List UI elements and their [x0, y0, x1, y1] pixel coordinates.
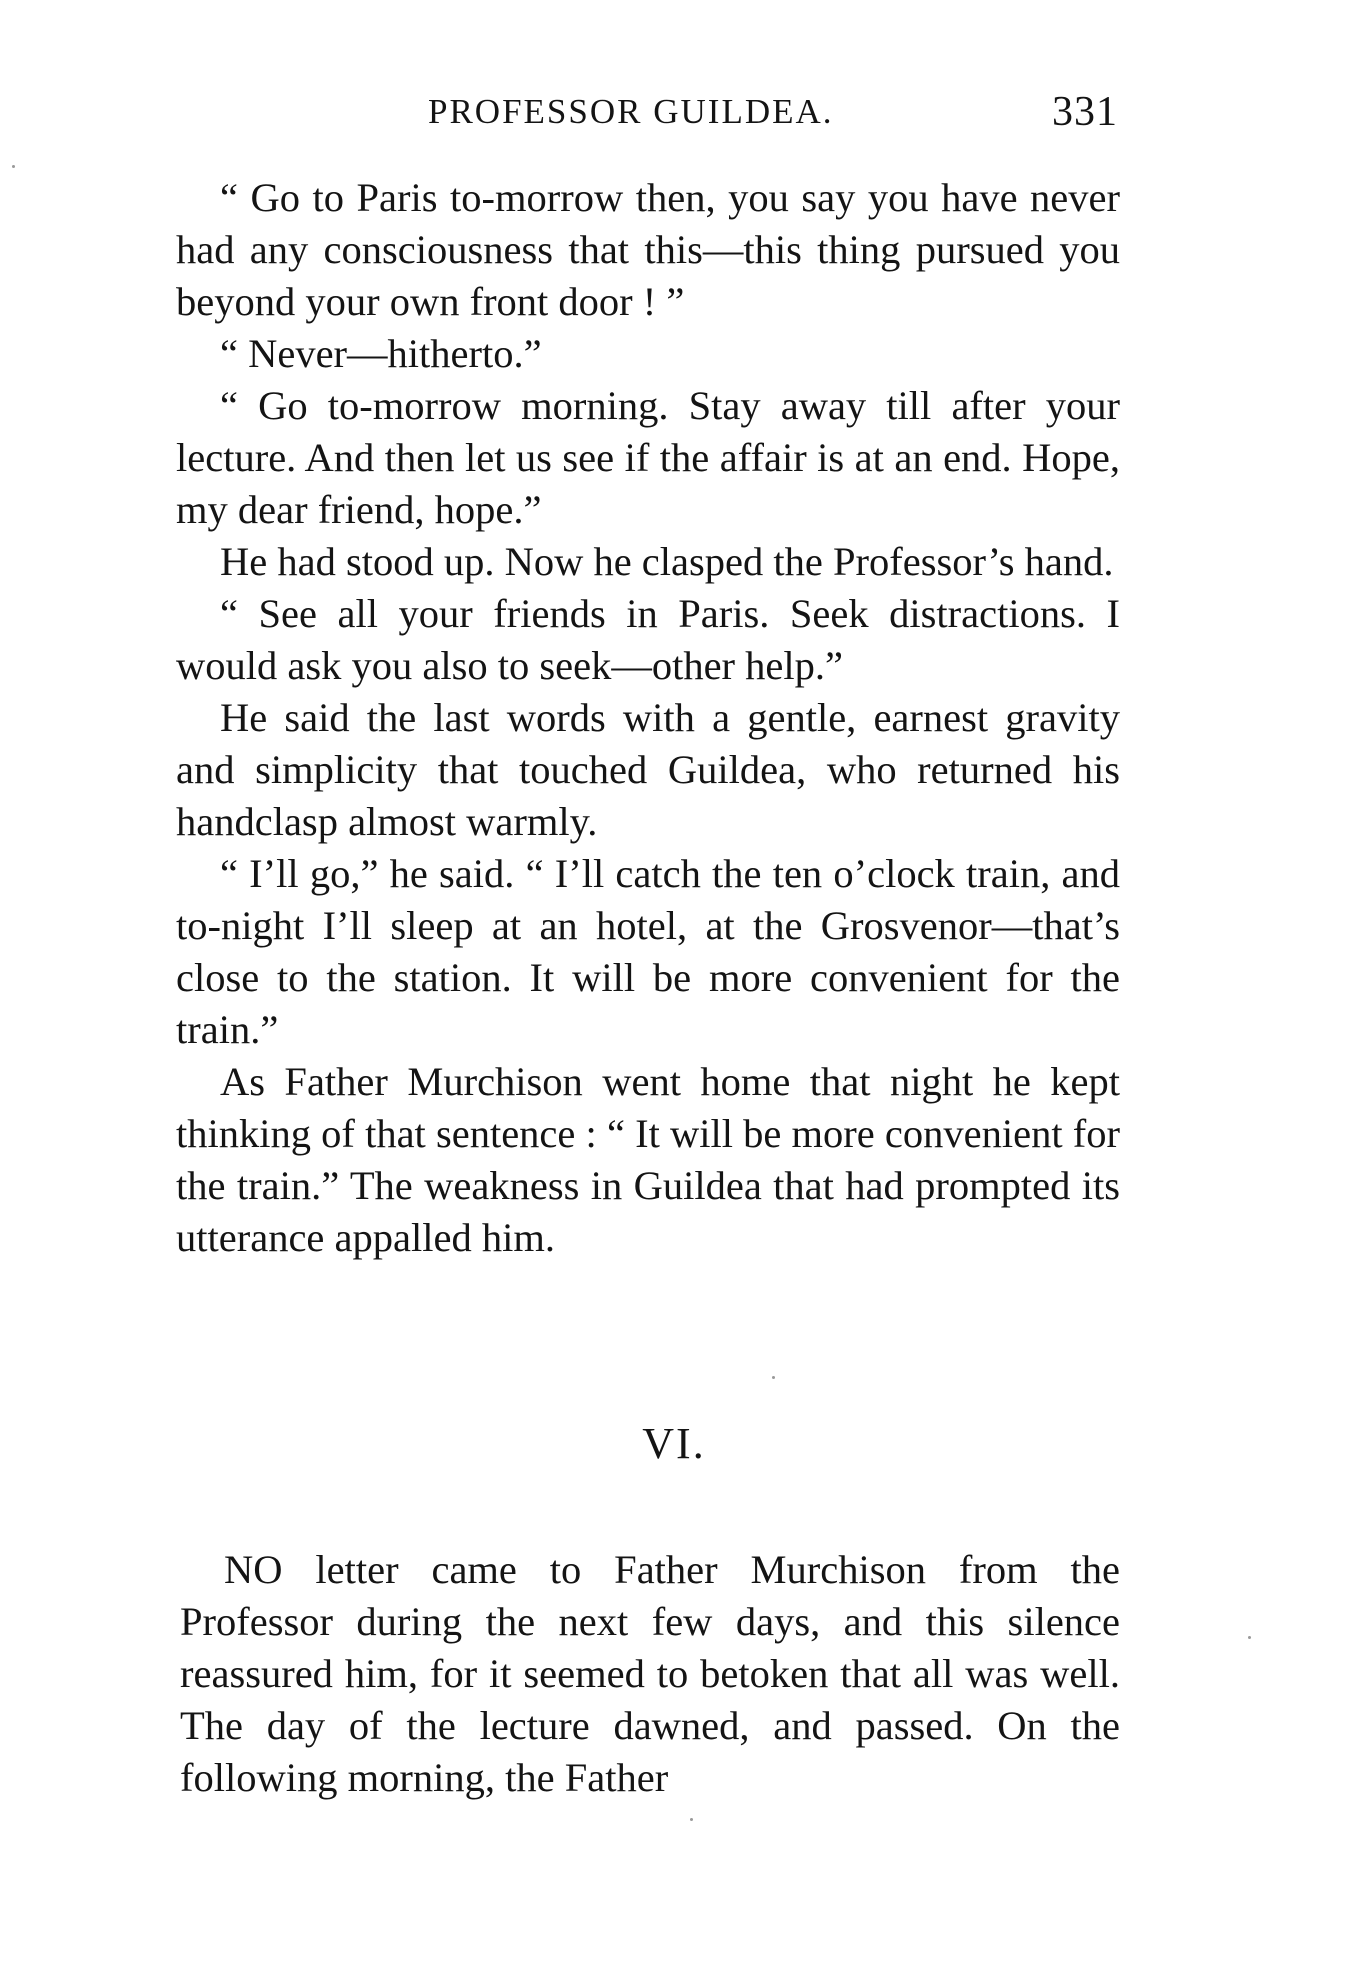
body-text — [176, 172, 1120, 1264]
paper-speck — [1248, 1636, 1251, 1639]
paragraph: He said the last words with a gentle, earnest gravity and simplicity that touched Guildea, who returned his handclasp almost warmly. — [176, 695, 1120, 844]
page-number: 331 — [1052, 89, 1118, 135]
paragraph: “ Go to Paris to-morrow then, you say you have never had any consciousness that this—this thing pursued you beyond your own front door ! ” — [176, 175, 1120, 324]
paper-speck — [772, 1376, 775, 1379]
running-head — [178, 89, 1118, 142]
paragraph: As Father Murchison went home that night he kept thinking of that sentence : “ It will be more convenient for the train.” The weakness in Guildea that had prompted its utterance appalled him. — [176, 1059, 1120, 1260]
paragraph: “ See all your friends in Paris. Seek distractions. I would ask you also to seek—other help.” — [176, 591, 1120, 688]
paper-speck — [690, 1818, 693, 1821]
paragraph: “ Never—hitherto.” — [220, 331, 542, 376]
paragraph: “ Go to-morrow morning. Stay away till after your lecture. And then let us see if the affair is at an end. Hope, my dear friend, hope.” — [176, 383, 1120, 532]
paragraph: He had stood up. Now he clasped the Professor’s hand. — [220, 539, 1114, 584]
section-heading: VI. — [642, 1419, 706, 1468]
paragraph: NO letter came to Father Murchison from the Professor during the next few days, and this silence reassured him, for it seemed to betoken that all was well. The day of the lecture dawned, and passed. On the following morning, the Father — [180, 1547, 1120, 1800]
paragraph: “ I’ll go,” he said. “ I’ll catch the ten o’clock train, and to-night I’ll sleep at an hotel, at the Grosvenor—that’s close to the station. It will be more convenient for the train.” — [176, 851, 1120, 1052]
paper-speck — [12, 165, 15, 168]
running-title: PROFESSOR GUILDEA. — [428, 92, 834, 131]
section-body-text — [180, 1544, 1120, 1804]
